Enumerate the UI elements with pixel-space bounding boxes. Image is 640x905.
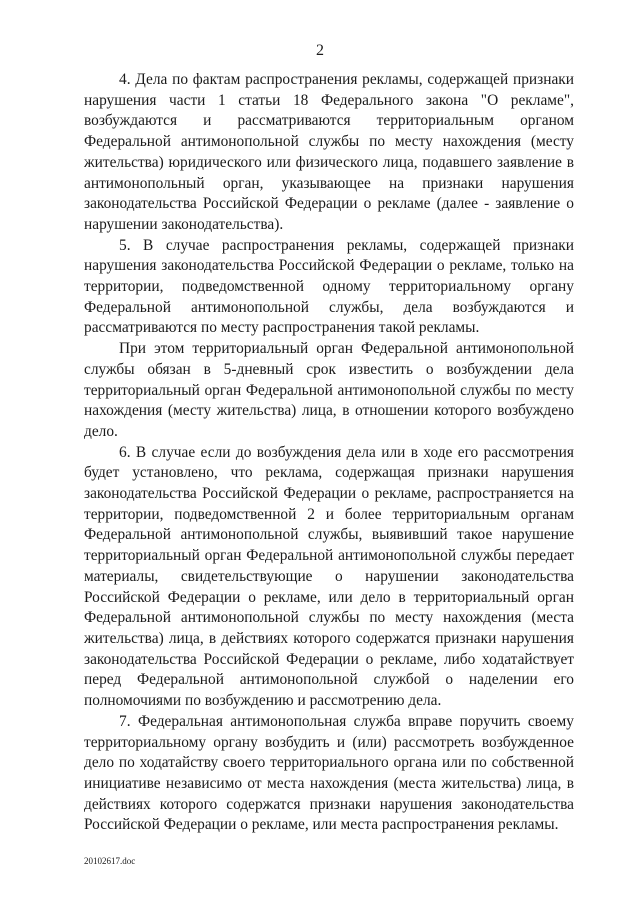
page-number: 2 <box>316 42 324 59</box>
paragraph-7: 7. Федеральная антимонопольная служба вправе поручить своему территориальному органу возбудить и (или) рассмотреть возбужденное дело по ходатайству своего территориального органа или по собственной инициативе независимо от места нахождения (места жительства) лица, в действиях которого содержатся признаки нарушения законодательства Российской Федерации о рекламе, или места распространения рекламы. <box>84 712 574 834</box>
paragraph-6: 6. В случае если до возбуждения дела или в ходе его рассмотрения будет установлено, что реклама, содержащая признаки нарушения законодательства Российской Федерации о рекламе, распространяется на территории, подведомственной 2 и более территориальным органам Федеральной антимонопольной службы, выявивший такое нарушение территориальный орган Федеральной антимонопольной службы передает материалы, свидетельствующие о нарушении законодательства Российской Федерации о рекламе, или дело в территориальный орган Федеральной антимонопольной службы по месту нахождения (места жительства) лица, в действиях которого содержатся признаки нарушения законодательства Российской Федерации о рекламе, либо ходатайствует перед Федеральной антимонопольной службой о наделении его полномочиями по возбуждению и рассмотрению дела. <box>84 443 574 710</box>
paragraph-4: 4. Дела по фактам распространения рекламы, содержащей признаки нарушения части 1 статьи 18 Федерального закона "О рекламе", возбуждаются и рассматриваются территориальным органом Федеральной антимонопольной службы по месту нахождения (месту жительства) юридического или физического лица, подавшего заявление в антимонопольный орган, указывающее на признаки нарушения законодательства Российской Федерации о рекламе (далее - заявление о нарушении законодательства). <box>84 71 574 233</box>
paragraph-5-note: При этом территориальный орган Федеральной антимонопольной службы обязан в 5-дневный срок известить о возбуждении дела территориальный орган Федеральной антимонопольной службы по месту нахождения (месту жительства) лица, в отношении которого возбуждено дело. <box>84 340 574 440</box>
file-name-footer: 20102617.doc <box>84 856 136 866</box>
paragraph-5: 5. В случае распространения рекламы, содержащей признаки нарушения законодательства Российской Федерации о рекламе, только на территории, подведомственной одному территориальному органу Федеральной антимонопольной службы, дела возбуждаются и рассматриваются по месту распространения такой рекламы. <box>84 236 574 337</box>
document-body <box>84 70 574 836</box>
